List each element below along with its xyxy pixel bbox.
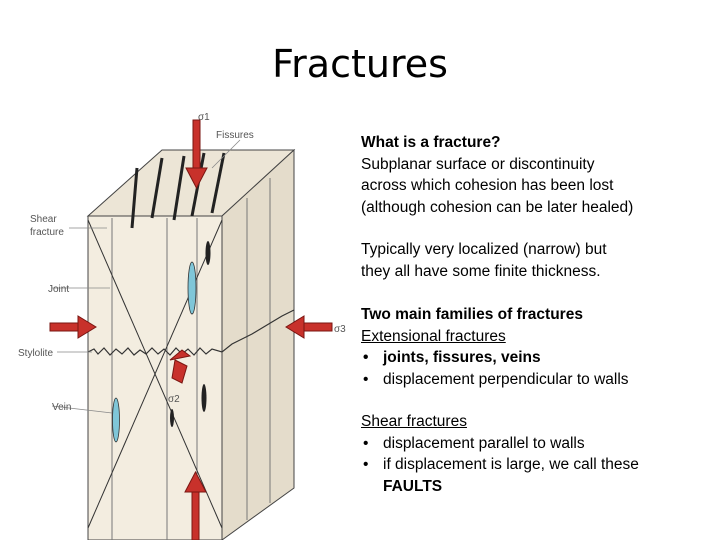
fracture-block-diagram [12, 108, 357, 540]
shear-bullet-2: • if displacement is large, we call these [363, 456, 639, 473]
extensional-heading: Extensional fractures [361, 327, 506, 345]
fissures-label: Fissures [216, 130, 254, 141]
definition-line-2: across which cohesion has been lost [361, 177, 614, 194]
vein-label: Vein [52, 402, 72, 413]
slide-title: Fractures [272, 42, 448, 86]
sigma1-label: σ1 [198, 112, 210, 123]
vein-lower [113, 398, 120, 442]
vein-upper [188, 262, 196, 314]
families-heading: Two main families of fractures [361, 306, 583, 323]
question-heading: What is a fracture? [361, 134, 501, 151]
extensional-bullet-1: • joints, fissures, veins [363, 349, 541, 366]
extensional-bullet-2: • displacement perpendicular to walls [363, 370, 629, 388]
fracture-label: fracture [30, 227, 64, 238]
localized-line-1: Typically very localized (narrow) but [361, 241, 607, 258]
fracture-description [361, 132, 711, 497]
stylolite-label: Stylolite [18, 348, 54, 359]
shear-bullet-1: • displacement parallel to walls [363, 434, 585, 452]
sigma2-label: σ2 [168, 394, 180, 405]
localized-line-2: they all have some finite thickness. [361, 262, 601, 280]
shear-label: Shear [30, 214, 57, 225]
shear-heading: Shear fractures [361, 413, 467, 430]
definition-line-3: (although cohesion can be later healed) [361, 198, 634, 216]
block-side-face [222, 150, 294, 540]
sigma3-label: σ3 [334, 324, 346, 335]
definition-line-1: Subplanar surface or discontinuity [361, 155, 595, 173]
faults-term: FAULTS [383, 477, 443, 495]
joint-label: Joint [48, 284, 70, 295]
